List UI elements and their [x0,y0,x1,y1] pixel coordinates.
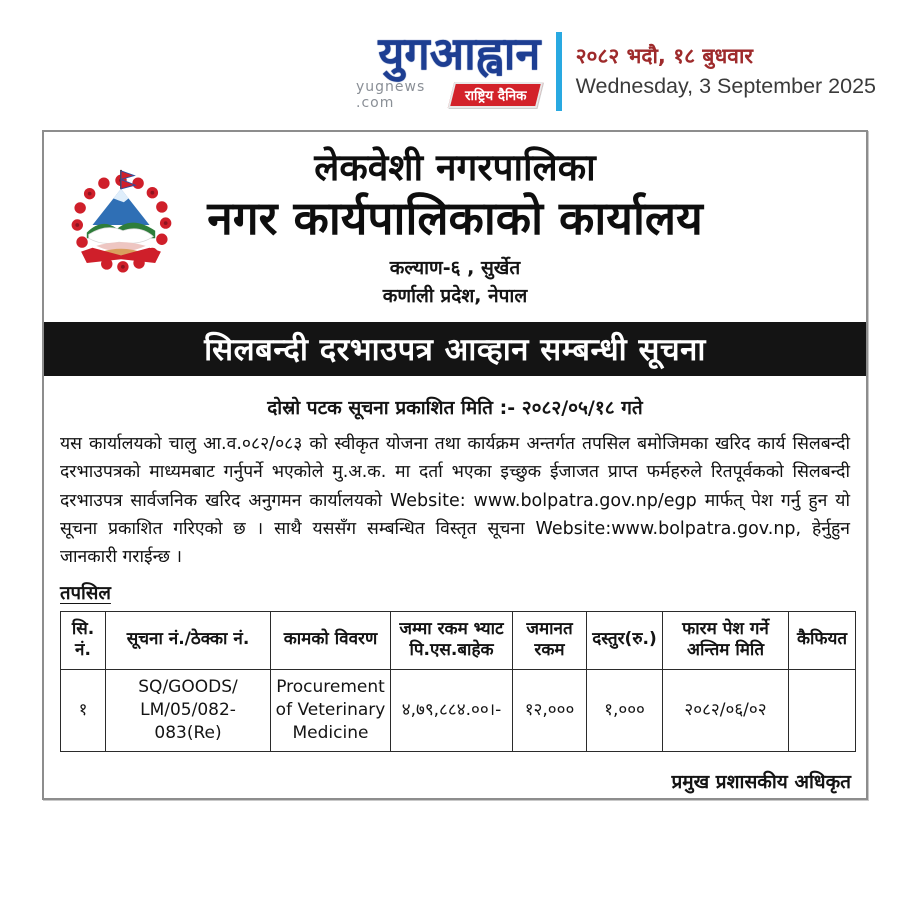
notice-body-paragraph: यस कार्यालयको चालु आ.व.०८२/०८३ को स्वीकृत योजना तथा कार्यक्रम अन्तर्गत तपसिल बमोजिमका खरिद कार्य सिलबन्दी दरभाउपत्रको माध्यमबाट गर्नुपर्ने भएकोले मु.अ.क. मा दर्ता भएका इच्छुक ईजाजत प्राप्त फर्महरुले रितपूर्वकको सिलबन्दी दरभाउपत्र सार्वजनिक खरिद अनुगमन कार्यालयको Website: www.bolpatra.gov.np/egp मार्फत् पेश गर्नु हुन यो सूचना प्रकाशित गरिएको छ । साथै यससँग सम्बन्धित विस्तृत सूचना Website:www.bolpatra.gov.np, हेर्नुहुन जानकारी गराईन्छ । [60,433,850,568]
cell-deposit: १२,००० [513,669,587,751]
masthead-dates [576,30,876,111]
national-daily-badge [448,82,544,108]
municipality-name: लेकवेशी नगरपालिका [314,146,596,189]
office-address-line2: कर्णाली प्रदेश, नेपाल [382,284,528,307]
col-header-total-amount: जम्मा रकम भ्याट पि.एस.बाहेक [391,611,513,669]
newspaper-wordmark: युगआह्वान [378,27,541,80]
col-header-notice-no: सूचना नं./ठेक्का नं. [106,611,271,669]
col-header-sn: सि. नं. [61,611,106,669]
masthead [356,27,876,112]
col-header-deposit: जमानत रकम [513,611,587,669]
col-header-fee: दस्तुर(रु.) [587,611,663,669]
emblem-svg [62,168,180,282]
notice-title-banner: सिलबन्दी दरभाउपत्र आव्हान सम्बन्धी सूचना [44,322,866,376]
nepali-date: २०८२ भदौ, १८ बुधवार [575,44,753,69]
col-header-deadline: फारम पेश गर्ने अन्तिम मिति [663,611,789,669]
publication-date-line: दोस्रो पटक सूचना प्रकाशित मिति :- २०८२/०५/१८ गते [267,396,643,419]
tender-table [60,611,856,752]
newspaper-logo [356,27,541,112]
cell-sn: १ [61,669,106,751]
col-header-remarks: कैफियत [789,611,856,669]
cell-remarks [789,669,856,751]
col-header-work-description: कामको विवरण [271,611,391,669]
newspaper-url-text: yugnews .com [356,79,426,112]
signoff-title: प्रमुख प्रशासकीय अधिकृत [671,770,851,793]
cell-notice-no: SQ/GOODS/ LM/05/082-083(Re) [106,669,271,751]
cell-fee: १,००० [587,669,663,751]
nepal-government-emblem-icon [62,168,180,282]
tapasil-label: तपसिल [60,582,111,604]
masthead-divider-bar [556,32,561,111]
cell-work-description: Procurement of Veterinary Medicine [271,669,391,751]
english-date: Wednesday, 3 September 2025 [575,74,876,99]
office-address-line1: कल्याण-६ , सुर्खेत [389,256,521,279]
office-name: नगर कार्यपालिकाको कार्यालय [207,191,703,246]
table-row [61,669,856,751]
masthead-subrow [356,79,540,111]
cell-deadline: २०८२/०६/०२ [663,669,789,751]
tender-notice-box [42,130,868,800]
national-daily-badge-label: राष्ट्रिय दैनिक [464,88,527,105]
table-header-row [61,611,856,669]
cell-total-amount: ४,७९,८८४.००।- [391,669,513,751]
